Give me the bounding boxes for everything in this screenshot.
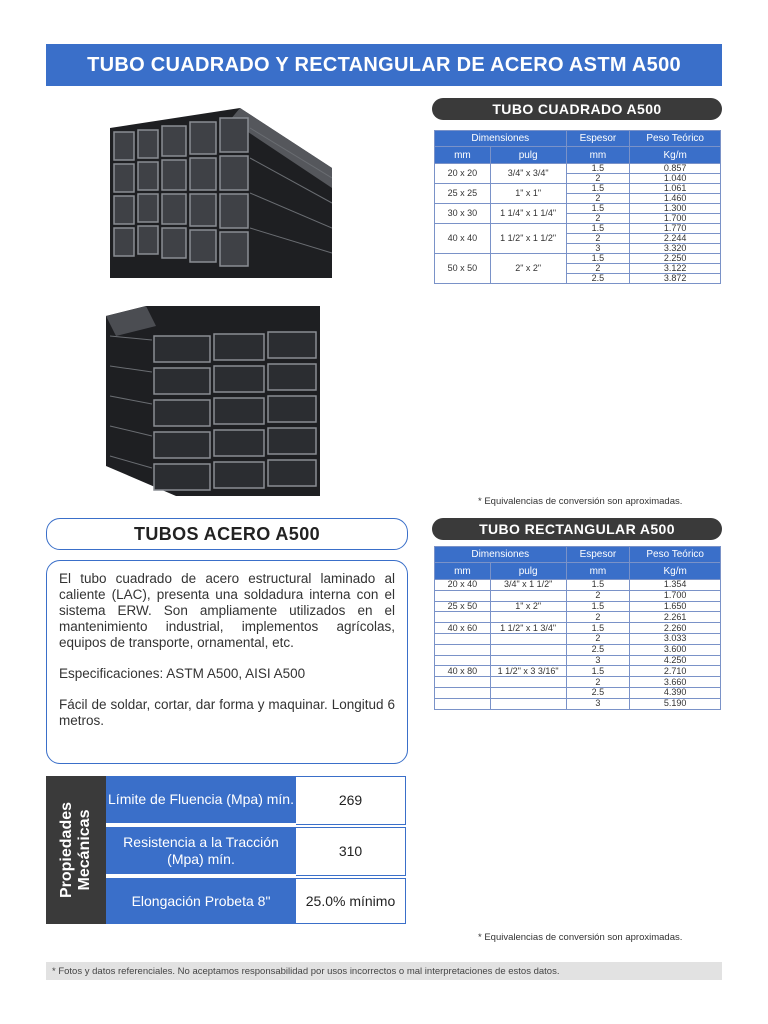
col-mm-espesor: mm: [566, 563, 630, 580]
cell-pulg: 2" x 2": [490, 254, 566, 284]
rectangular-tube-table: [434, 546, 721, 710]
cell-peso: 1.040: [630, 174, 721, 184]
cell-mm: 40 x 40: [435, 224, 491, 254]
mech-row: [106, 776, 406, 825]
cell-pulg: [490, 687, 566, 698]
cell-espesor: 2.5: [566, 644, 630, 655]
cell-peso: 2.244: [630, 234, 721, 244]
mech-row: [106, 827, 406, 876]
cell-peso: 3.033: [630, 633, 721, 644]
cell-pulg: [490, 612, 566, 623]
cell-mm: 40 x 60: [435, 623, 491, 634]
cell-peso: 1.700: [630, 214, 721, 224]
table-row: [435, 224, 721, 234]
cell-pulg: 1" x 1": [490, 184, 566, 204]
cell-espesor: 1.5: [566, 204, 630, 214]
table-row: [435, 612, 721, 623]
cell-mm: [435, 644, 491, 655]
cell-espesor: 2.5: [566, 687, 630, 698]
cell-peso: 2.261: [630, 612, 721, 623]
cell-peso: 3.600: [630, 644, 721, 655]
col-dimensiones: Dimensiones: [435, 547, 567, 563]
cell-mm: 50 x 50: [435, 254, 491, 284]
cell-mm: 25 x 50: [435, 601, 491, 612]
table-row: [435, 623, 721, 634]
col-mm-espesor: mm: [566, 147, 630, 164]
cell-peso: 1.770: [630, 224, 721, 234]
footer-disclaimer: * Fotos y datos referenciales. No aceptamos responsabilidad por usos incorrectos o mal interpretaciones de estos datos.: [46, 962, 722, 980]
table-row: [435, 601, 721, 612]
cell-mm: [435, 687, 491, 698]
cell-mm: 25 x 25: [435, 184, 491, 204]
rectangular-tube-heading: TUBO RECTANGULAR A500: [432, 518, 722, 540]
rectangular-tube-note: * Equivalencias de conversión son aproximadas.: [478, 932, 683, 943]
col-pulg: pulg: [490, 147, 566, 164]
square-tube-rows: [435, 164, 721, 284]
mech-label: Elongación Probeta 8": [106, 878, 296, 924]
col-mm: mm: [435, 563, 491, 580]
mech-title-line-2: Mecánicas: [76, 809, 93, 891]
cell-peso: 1.300: [630, 204, 721, 214]
table-row: [435, 590, 721, 601]
cell-peso: 3.122: [630, 264, 721, 274]
table-row: [435, 254, 721, 264]
cell-mm: [435, 590, 491, 601]
cell-espesor: 1.5: [566, 164, 630, 174]
cell-pulg: 3/4" x 1 1/2": [490, 580, 566, 591]
table-row: [435, 655, 721, 666]
col-peso: Peso Teórico: [630, 547, 721, 563]
mech-label: Límite de Fluencia (Mpa) mín.: [106, 776, 296, 825]
square-tube-stack-image: [110, 108, 332, 278]
cell-pulg: 1" x 2": [490, 601, 566, 612]
cell-mm: [435, 612, 491, 623]
cell-mm: [435, 655, 491, 666]
col-espesor: Espesor: [566, 131, 630, 147]
cell-mm: 20 x 20: [435, 164, 491, 184]
mechanical-properties: [46, 776, 406, 924]
cell-mm: 40 x 80: [435, 666, 491, 677]
cell-espesor: 1.5: [566, 666, 630, 677]
cell-pulg: 1 1/4" x 1 1/4": [490, 204, 566, 224]
description-box: [46, 560, 408, 764]
col-mm: mm: [435, 147, 491, 164]
mech-value: 310: [296, 827, 406, 876]
cell-pulg: 1 1/2" x 3 3/16": [490, 666, 566, 677]
cell-peso: 2.710: [630, 666, 721, 677]
cell-peso: 1.460: [630, 194, 721, 204]
square-tube-heading: TUBO CUADRADO A500: [432, 98, 722, 120]
cell-pulg: [490, 590, 566, 601]
col-kgm: Kg/m: [630, 147, 721, 164]
cell-espesor: 2: [566, 590, 630, 601]
table-row: [435, 580, 721, 591]
cell-espesor: 1.5: [566, 601, 630, 612]
cell-peso: 3.660: [630, 677, 721, 688]
cell-pulg: [490, 698, 566, 709]
info-heading: TUBOS ACERO A500: [46, 518, 408, 550]
cell-pulg: [490, 644, 566, 655]
description-paragraph: Fácil de soldar, cortar, dar forma y maquinar. Longitud 6 metros.: [59, 697, 395, 728]
cell-pulg: 3/4" x 3/4": [490, 164, 566, 184]
description-paragraph: El tubo cuadrado de acero estructural laminado al caliente (LAC), presenta una soldadura interna con el sistema ERW. Son ampliamente utilizados en el mantenimiento industrial, implementos agrícolas, equipos de transporte, ornamental, etc.: [59, 571, 395, 650]
cell-espesor: 2: [566, 677, 630, 688]
table-row: [435, 687, 721, 698]
table-row: [435, 204, 721, 214]
mech-value: 25.0% mínimo: [296, 878, 406, 924]
cell-espesor: 2: [566, 234, 630, 244]
table-row: [435, 164, 721, 174]
cell-mm: 30 x 30: [435, 204, 491, 224]
col-peso: Peso Teórico: [630, 131, 721, 147]
cell-peso: 4.250: [630, 655, 721, 666]
cell-peso: 2.250: [630, 254, 721, 264]
cell-mm: [435, 633, 491, 644]
mech-value: 269: [296, 776, 406, 825]
cell-pulg: [490, 677, 566, 688]
cell-espesor: 1.5: [566, 254, 630, 264]
table-row: [435, 633, 721, 644]
cell-pulg: [490, 655, 566, 666]
table-row: [435, 666, 721, 677]
cell-espesor: 2.5: [566, 274, 630, 284]
mechanical-properties-title: [46, 776, 106, 924]
col-espesor: Espesor: [566, 547, 630, 563]
page-title: TUBO CUADRADO Y RECTANGULAR DE ACERO ASTM A500: [46, 44, 722, 86]
cell-pulg: 1 1/2" x 1 1/2": [490, 224, 566, 254]
cell-mm: [435, 677, 491, 688]
cell-peso: 5.190: [630, 698, 721, 709]
table-row: [435, 184, 721, 194]
cell-espesor: 2: [566, 214, 630, 224]
cell-peso: 0.857: [630, 164, 721, 174]
rectangular-tube-stack-image: [106, 306, 320, 496]
cell-pulg: 1 1/2" x 1 3/4": [490, 623, 566, 634]
table-row: [435, 644, 721, 655]
cell-espesor: 1.5: [566, 224, 630, 234]
mech-row: [106, 878, 406, 924]
cell-espesor: 1.5: [566, 580, 630, 591]
cell-espesor: 2: [566, 264, 630, 274]
cell-mm: 20 x 40: [435, 580, 491, 591]
mech-label: Resistencia a la Tracción (Mpa) mín.: [106, 827, 296, 876]
cell-peso: 3.320: [630, 244, 721, 254]
rectangular-tube-rows: [435, 580, 721, 710]
cell-espesor: 3: [566, 655, 630, 666]
col-pulg: pulg: [490, 563, 566, 580]
table-row: [435, 698, 721, 709]
square-tube-note: * Equivalencias de conversión son aproximadas.: [478, 496, 683, 507]
cell-espesor: 2: [566, 633, 630, 644]
cell-peso: 1.354: [630, 580, 721, 591]
cell-peso: 3.872: [630, 274, 721, 284]
col-kgm: Kg/m: [630, 563, 721, 580]
cell-peso: 1.650: [630, 601, 721, 612]
cell-peso: 1.700: [630, 590, 721, 601]
square-tube-table: [434, 130, 721, 284]
cell-espesor: 2: [566, 194, 630, 204]
cell-espesor: 2: [566, 174, 630, 184]
cell-mm: [435, 698, 491, 709]
mech-title-line-1: Propiedades: [58, 801, 75, 899]
cell-espesor: 2: [566, 612, 630, 623]
cell-peso: 4.390: [630, 687, 721, 698]
col-dimensiones: Dimensiones: [435, 131, 567, 147]
cell-espesor: 3: [566, 244, 630, 254]
cell-espesor: 3: [566, 698, 630, 709]
cell-espesor: 1.5: [566, 623, 630, 634]
cell-peso: 1.061: [630, 184, 721, 194]
table-row: [435, 677, 721, 688]
description-paragraph: Especificaciones: ASTM A500, AISI A500: [59, 666, 306, 681]
cell-espesor: 1.5: [566, 184, 630, 194]
cell-pulg: [490, 633, 566, 644]
cell-peso: 2.260: [630, 623, 721, 634]
